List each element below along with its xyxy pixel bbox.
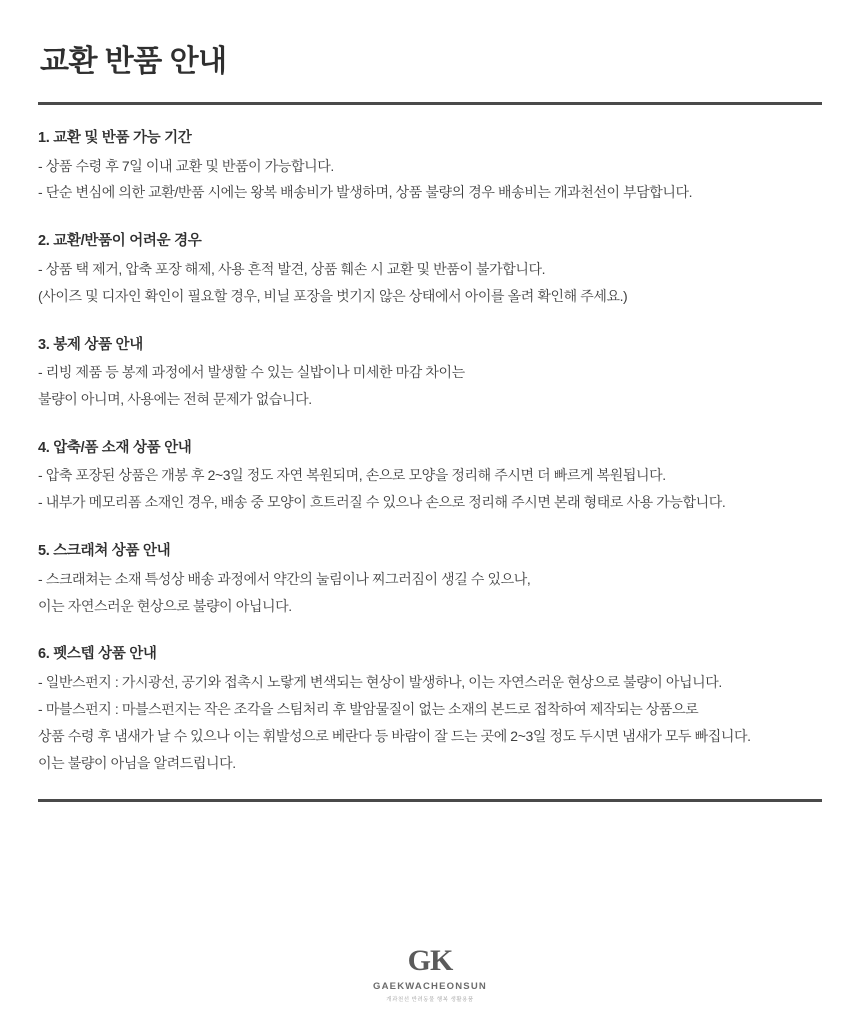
section-heading: 5. 스크래쳐 상품 안내	[38, 543, 171, 560]
section-line: - 리빙 제품 등 봉제 과정에서 발생할 수 있는 실밥이나 미세한 마감 차이는	[38, 364, 465, 381]
section-line: 이는 불량이 아님을 알려드립니다.	[38, 754, 236, 771]
section-heading: 1. 교환 및 반품 가능 기간	[38, 130, 192, 146]
policy-section-2	[38, 228, 822, 309]
section-line: - 스크래쳐는 소재 특성상 배송 과정에서 약간의 눌림이나 찌그러짐이 생길 수 있으나,	[38, 570, 531, 587]
policy-section-4	[38, 435, 822, 516]
brand-tagline: 개과천선 반려동물 행복 생활용품	[386, 997, 474, 1003]
section-line: - 내부가 메모리폼 소재인 경우, 배송 중 모양이 흐트러질 수 있으나 손으로 정리해 주시면 본래 형태로 사용 가능합니다.	[38, 494, 726, 511]
section-heading: 3. 봉제 상품 안내	[38, 336, 143, 353]
section-heading: 6. 펫스텝 상품 안내	[38, 646, 157, 663]
section-line: 불량이 아니며, 사용에는 전혀 문제가 없습니다.	[38, 391, 312, 408]
section-line: (사이즈 및 디자인 확인이 필요할 경우, 비닐 포장을 벗기지 않은 상태에서 아이를 올려 확인해 주세요.)	[38, 287, 628, 304]
policy-section-5	[38, 538, 822, 619]
document-body	[38, 105, 822, 777]
footer-divider	[38, 799, 822, 802]
section-line: 이는 자연스러운 현상으로 불량이 아닙니다.	[38, 597, 292, 614]
brand-footer	[0, 946, 860, 1003]
section-line: - 일반스펀지 : 가시광선, 공기와 접촉시 노랗게 변색되는 현상이 발생하나, 이는 자연스러운 현상으로 불량이 아닙니다.	[38, 674, 722, 691]
section-line: - 압축 포장된 상품은 개봉 후 2~3일 정도 자연 복원되며, 손으로 모양을 정리해 주시면 더 빠르게 복원됩니다.	[38, 467, 666, 484]
brand-name: GAEKWACHEONSUN	[373, 981, 487, 992]
section-heading: 2. 교환/반품이 어려운 경우	[38, 233, 202, 250]
section-heading: 4. 압축/폼 소재 상품 안내	[38, 439, 192, 456]
policy-section-3	[38, 332, 822, 413]
policy-section-1	[38, 125, 822, 206]
section-line: - 단순 변심에 의한 교환/반품 시에는 왕복 배송비가 발생하며, 상품 불량의 경우 배송비는 개과천선이 부담합니다.	[38, 184, 693, 201]
section-line: - 상품 택 제거, 압축 포장 해제, 사용 흔적 발견, 상품 훼손 시 교환 및 반품이 불가합니다.	[38, 260, 546, 277]
section-line: - 마블스펀지 : 마블스펀지는 작은 조각을 스팀처리 후 발암물질이 없는 소재의 본드로 접착하여 제작되는 상품으로	[38, 700, 699, 717]
brand-logo-icon: GK	[407, 944, 453, 977]
section-line: 상품 수령 후 냄새가 날 수 있으나 이는 휘발성으로 베란다 등 바람이 잘 드는 곳에 2~3일 정도 두시면 냄새가 모두 빠집니다.	[38, 727, 751, 744]
page-title: 교환 반품 안내	[40, 45, 227, 78]
section-line: - 상품 수령 후 7일 이내 교환 및 반품이 가능합니다.	[38, 157, 334, 174]
policy-section-6	[38, 641, 822, 776]
